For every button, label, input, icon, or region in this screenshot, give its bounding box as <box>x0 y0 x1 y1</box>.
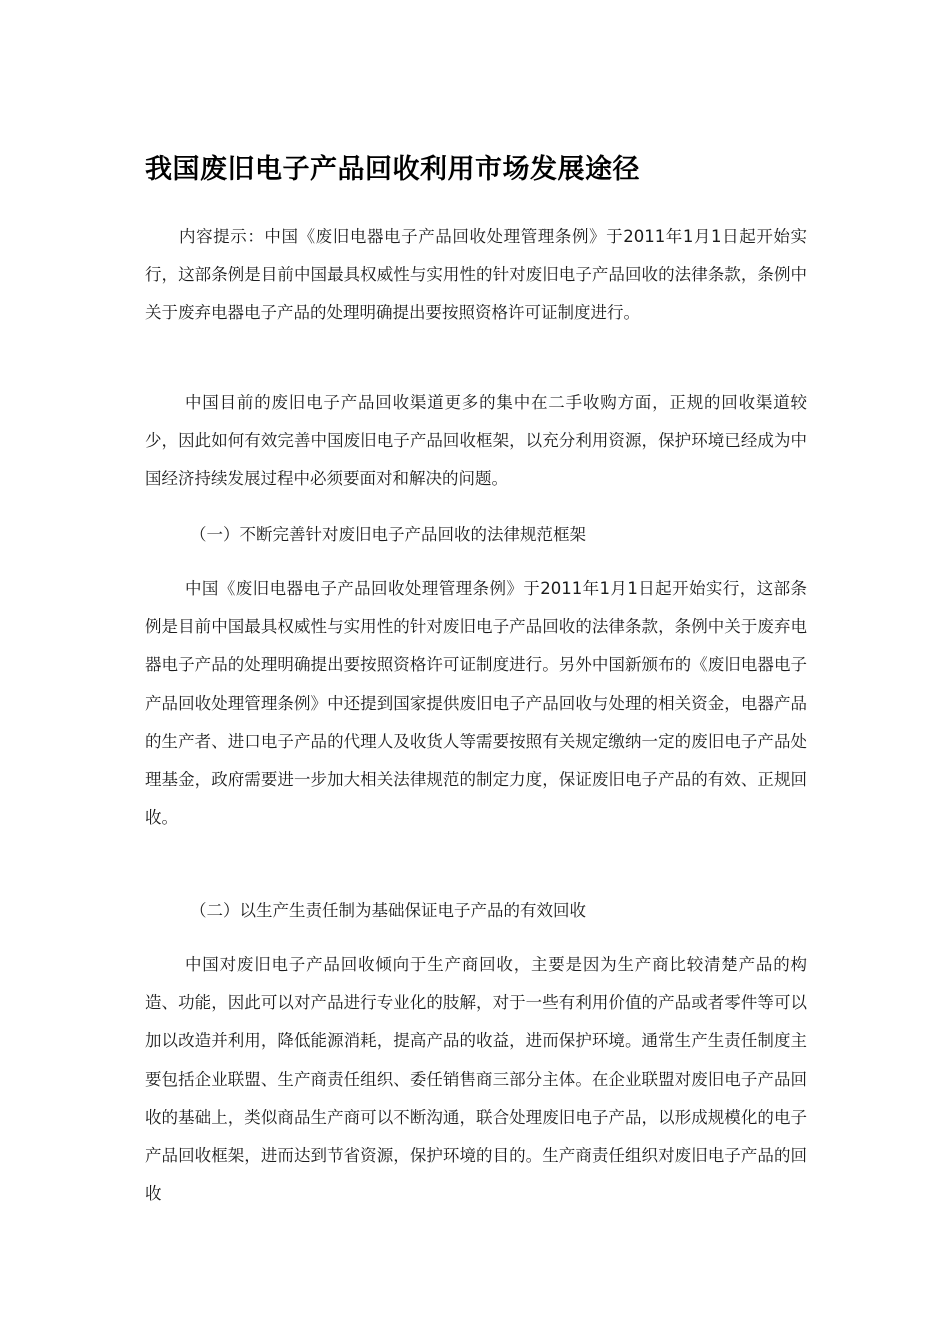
section-2-heading: （二）以生产生责任制为基础保证电子产品的有效回收 <box>190 901 586 920</box>
section-1-heading: （一）不断完善针对废旧电子产品回收的法律规范框架 <box>190 525 586 544</box>
section-1-paragraph: 中国《废旧电器电子产品回收处理管理条例》于2011年1月1日起开始实行，这部条例是目前中国最具权威性与实用性的针对废旧电子产品回收的法律条款，条例中关于废弃电器电子产品的处理明确提出要按照资格许可证制度进行。另外中国新颁布的《废旧电器电子产品回收处理管理条例》中还提到国家提供废旧电子产品回收与处理的相关资金，电器产品的生产者、进口电子产品的代理人及收货人等需要按照有关规定缴纳一定的废旧电子产品处理基金，政府需要进一步加大相关法律规范的制定力度，保证废旧电子产品的有效、正规回收。 <box>145 579 807 828</box>
document-title: 我国废旧电子产品回收利用市场发展途径 <box>145 154 640 185</box>
intro-paragraph: 中国目前的废旧电子产品回收渠道更多的集中在二手收购方面，正规的回收渠道较少，因此如何有效完善中国废旧电子产品回收框架，以充分利用资源，保护环境已经成为中国经济持续发展过程中必须要面对和解决的问题。 <box>145 393 807 489</box>
section-2-paragraph: 中国对废旧电子产品回收倾向于生产商回收，主要是因为生产商比较清楚产品的构造、功能，因此可以对产品进行专业化的肢解，对于一些有利用价值的产品或者零件等可以加以改造并利用，降低能源消耗，提高产品的收益，进而保护环境。通常生产生责任制度主要包括企业联盟、生产商责任组织、委任销售商三部分主体。在企业联盟对废旧电子产品回收的基础上，类似商品生产商可以不断沟通，联合处理废旧电子产品，以形成规模化的电子产品回收框架，进而达到节省资源，保护环境的目的。生产商责任组织对废旧电子产品的回收 <box>145 955 807 1204</box>
summary-paragraph: 内容提示：中国《废旧电器电子产品回收处理管理条例》于2011年1月1日起开始实行，这部条例是目前中国最具权威性与实用性的针对废旧电子产品回收的法律条款，条例中关于废弃电器电子产品的处理明确提出要按照资格许可证制度进行。 <box>145 227 807 323</box>
